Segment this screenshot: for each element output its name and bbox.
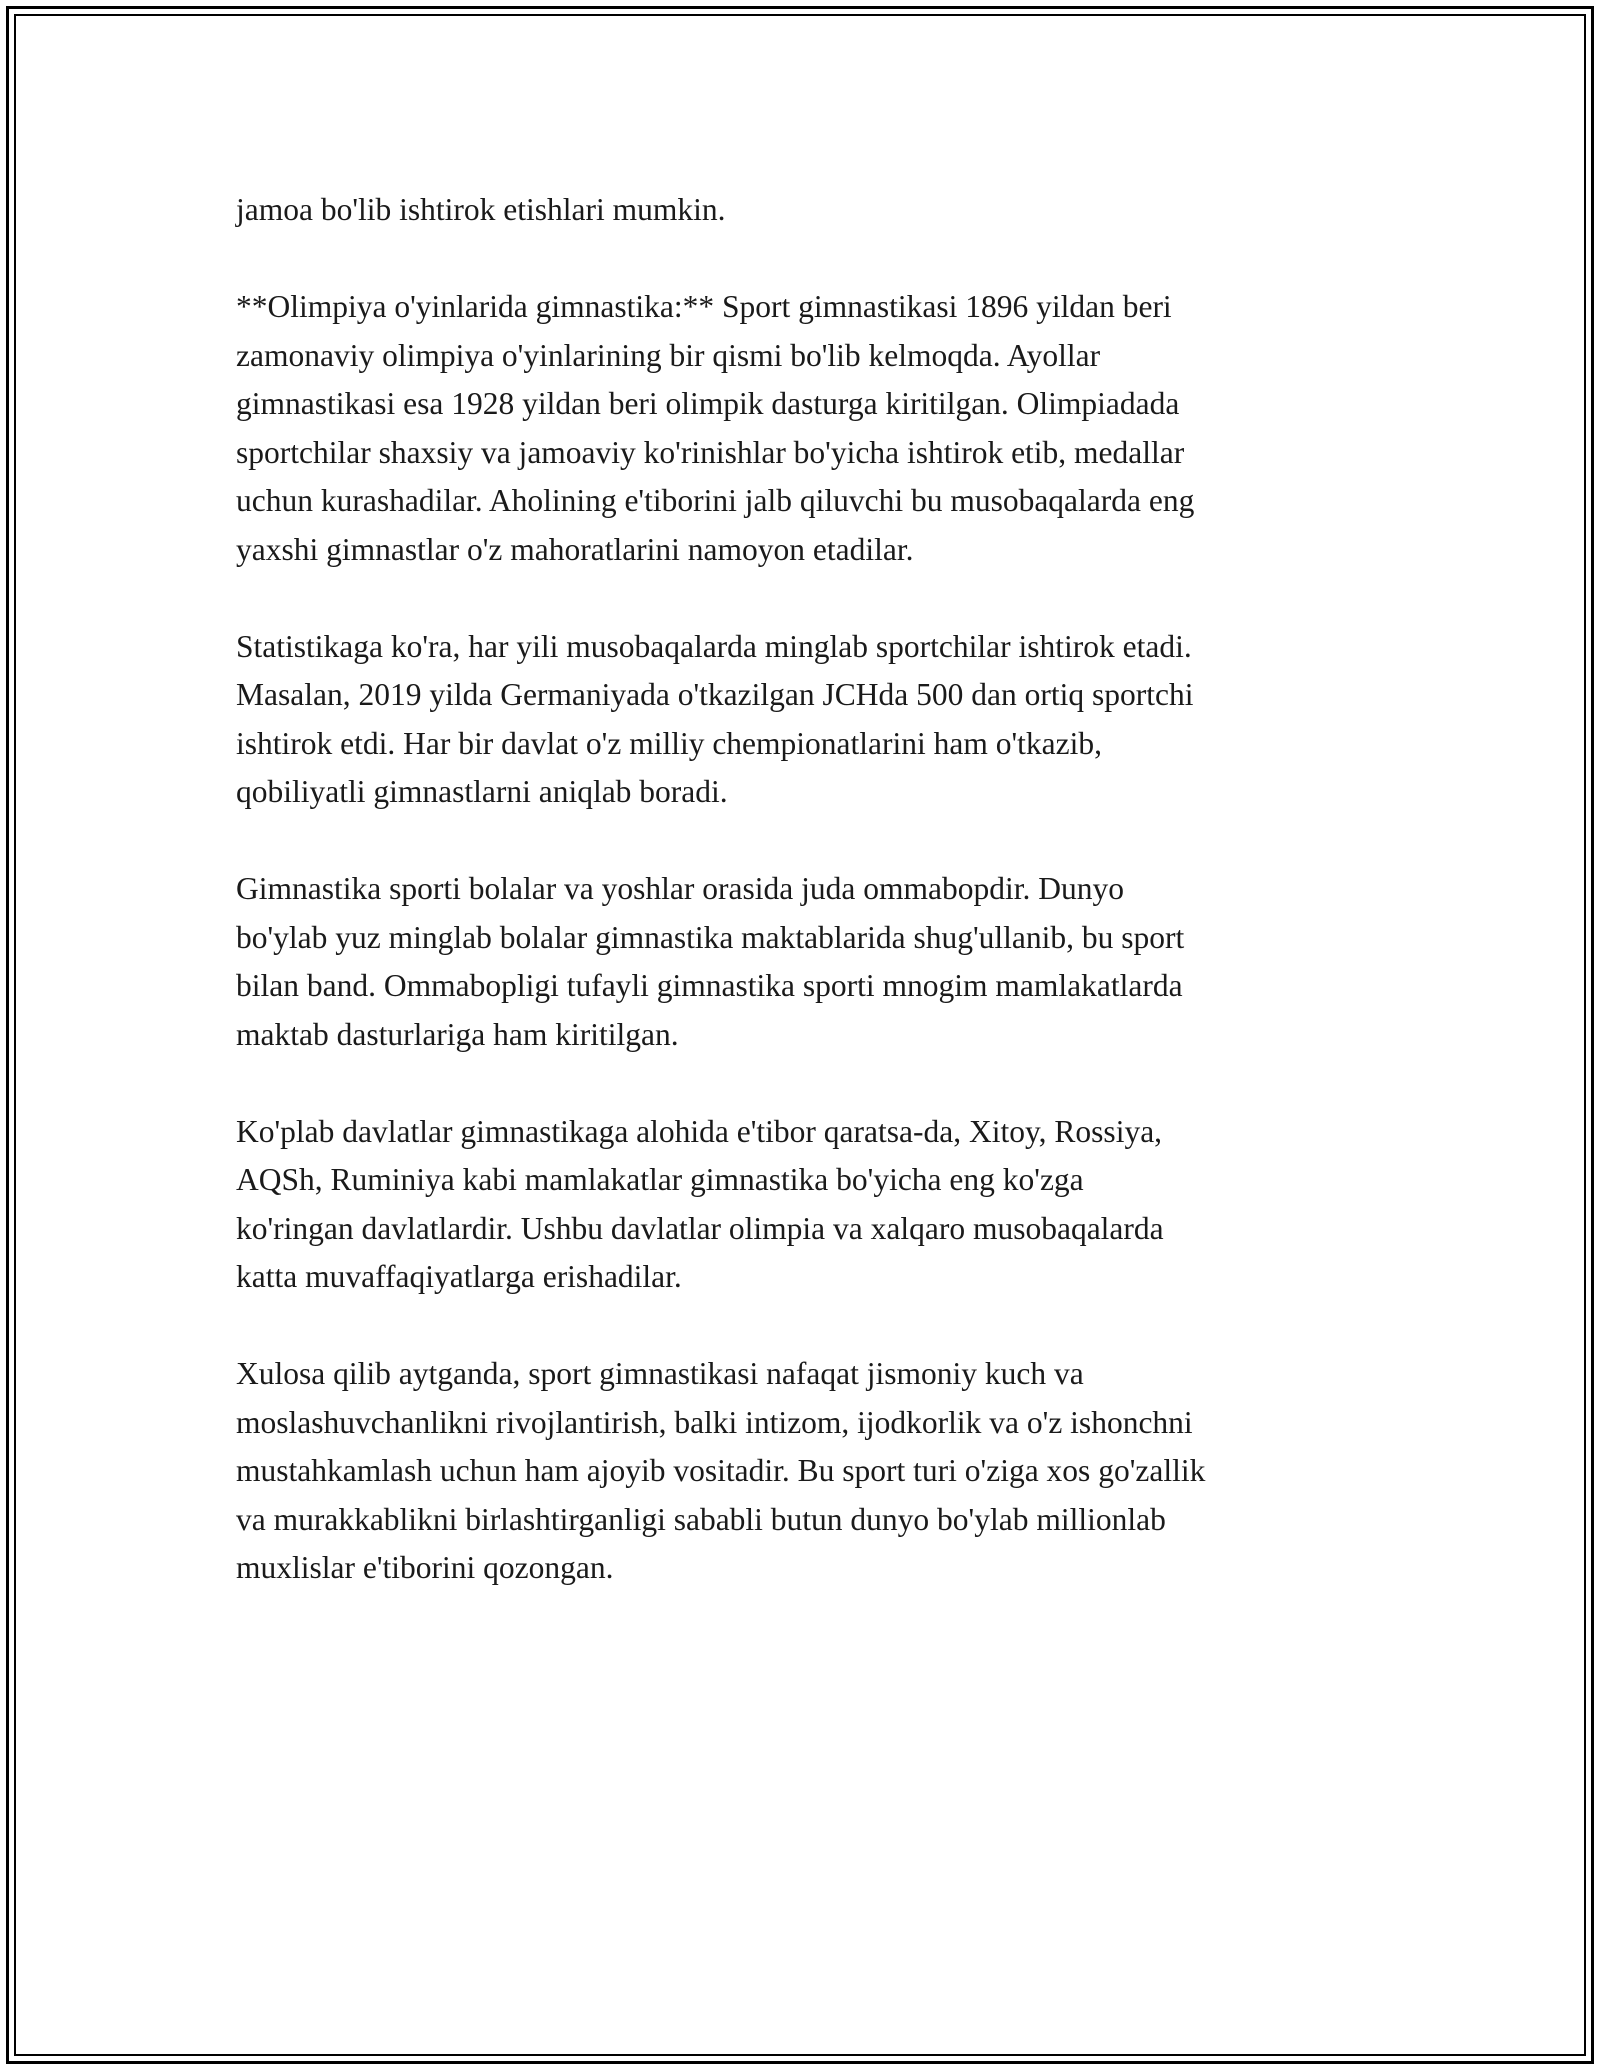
text-line: katta muvaffaqiyatlarga erishadilar. (236, 1259, 682, 1294)
text-line: va murakkablikni birlashtirganligi sababli butun dunyo bo'ylab millionlab (236, 1501, 1166, 1537)
text-line: Gimnastika sporti bolalar va yoshlar orasida juda ommabopdir. Dunyo (236, 871, 1124, 906)
paragraph (236, 1350, 1396, 1593)
text-line: AQSh, Ruminiya kabi mamlakatlar gimnastika bo'yicha eng ko'zga (236, 1162, 1084, 1197)
text-line: jamoa bo'lib ishtirok etishlari mumkin. (236, 192, 726, 227)
text-line: bo'ylab yuz minglab bolalar gimnastika maktablarida shug'ullanib, bu sport (236, 919, 1185, 955)
text-line: **Olimpiya o'yinlarida gimnastika:** Sport gimnastikasi 1896 yildan beri (236, 289, 1172, 324)
text-line: muxlislar e'tiborini qozongan. (236, 1550, 614, 1585)
document-body (236, 186, 1396, 1641)
text-line: zamonaviy olimpiya o'yinlarining bir qismi bo'lib kelmoqda. Ayollar (236, 337, 1101, 373)
text-line: moslashuvchanlikni rivojlantirish, balki intizom, ijodkorlik va o'z ishonchni (236, 1404, 1193, 1440)
paragraph (236, 186, 1396, 235)
text-line: uchun kurashadilar. Aholining e'tiborini jalb qiluvchi bu musobaqalarda eng (236, 483, 1195, 518)
text-line: maktab dasturlariga ham kiritilgan. (236, 1016, 679, 1052)
text-line: gimnastikasi esa 1928 yildan beri olimpik dasturga kiritilgan. Olimpiadada (236, 386, 1180, 421)
paragraph (236, 283, 1396, 574)
text-line: yaxshi gimnastlar o'z mahoratlarini namoyon etadilar. (236, 531, 914, 567)
text-line: Statistikaga ko'ra, har yili musobaqalarda minglab sportchilar ishtirok etadi. (236, 628, 1192, 664)
text-line: sportchilar shaxsiy va jamoaviy ko'rinishlar bo'yicha ishtirok etib, medallar (236, 434, 1185, 470)
text-line: ishtirok etdi. Har bir davlat o'z milliy chempionatlarini ham o'tkazib, (236, 725, 1103, 761)
text-line: Masalan, 2019 yilda Germaniyada o'tkazilgan JCHda 500 dan ortiq sportchi (236, 677, 1194, 712)
text-line: qobiliyatli gimnastlarni aniqlab boradi. (236, 774, 728, 809)
text-line: Xulosa qilib aytganda, sport gimnastikasi nafaqat jismoniy kuch va (236, 1356, 1084, 1391)
paragraph (236, 1108, 1396, 1302)
text-line: bilan band. Ommabopligi tufayli gimnastika sporti mnogim mamlakatlarda (236, 968, 1183, 1003)
text-line: mustahkamlash uchun ham ajoyib vositadir. Bu sport turi o'ziga xos go'zallik (236, 1453, 1206, 1488)
paragraph (236, 865, 1396, 1059)
paragraph (236, 623, 1396, 817)
text-line: Ko'plab davlatlar gimnastikaga alohida e'tibor qaratsa-da, Xitoy, Rossiya, (236, 1113, 1163, 1149)
text-line: ko'ringan davlatlardir. Ushbu davlatlar olimpia va xalqaro musobaqalarda (236, 1210, 1164, 1246)
